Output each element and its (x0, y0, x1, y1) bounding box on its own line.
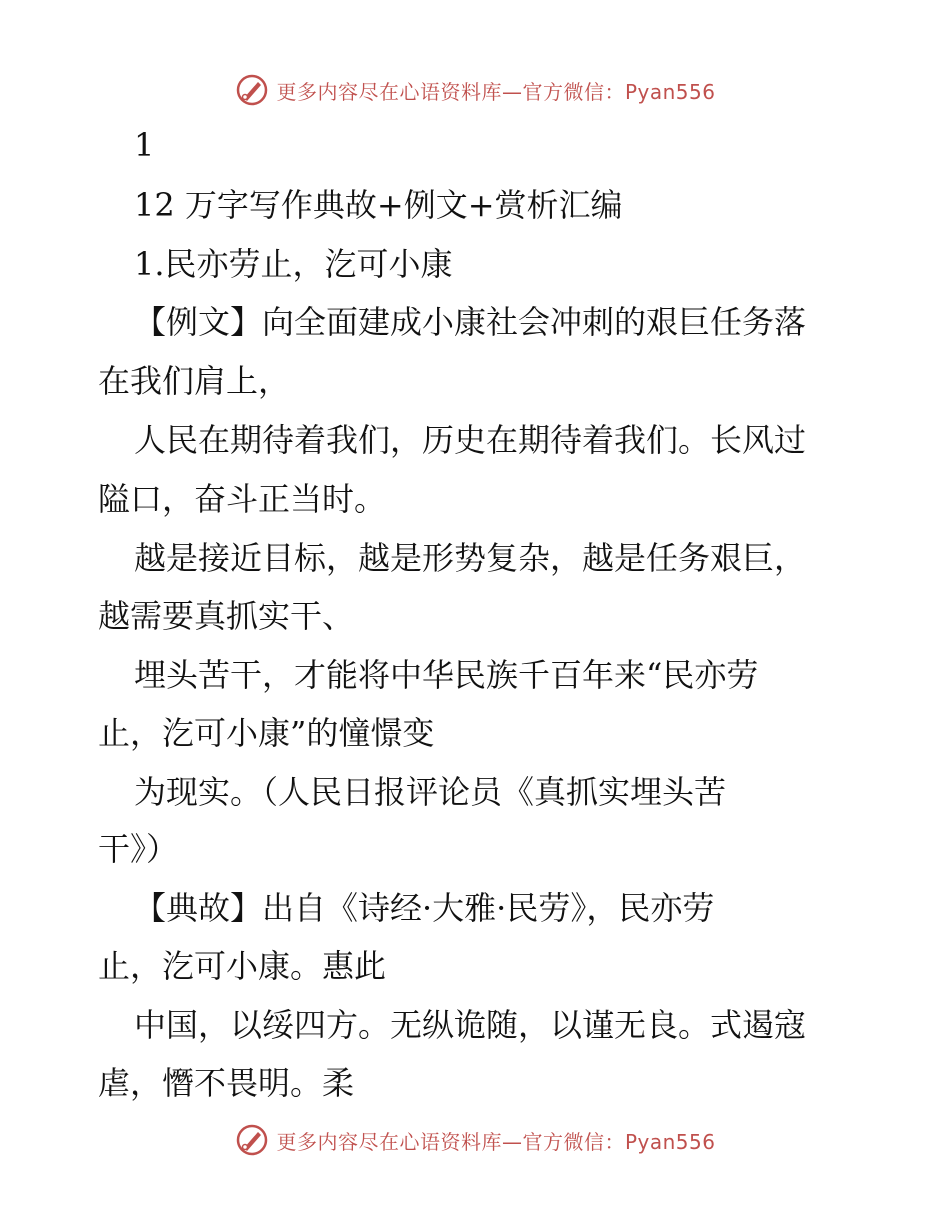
section-heading: 1.民亦劳止，汔可小康 (134, 245, 453, 283)
text-line: 【例文】向全面建成小康社会冲刺的艰巨任务落 (134, 303, 807, 341)
text-line: 中国，以绥四方。无纵诡随，以谨无良。式遏寇 (134, 1006, 807, 1044)
text-line: 干》） (98, 830, 179, 868)
pen-logo-icon (234, 72, 270, 108)
pen-logo-icon (234, 1122, 270, 1158)
watermark-text: 更多内容尽在心语资料库—官方微信：Pyan556 (276, 1129, 716, 1154)
text-line: 虐，憯不畏明。柔 (98, 1064, 355, 1102)
watermark-text: 更多内容尽在心语资料库—官方微信：Pyan556 (276, 79, 716, 104)
page-number-line: 1 (134, 126, 155, 164)
text-line: 止，汔可小康。惠此 (98, 947, 387, 985)
text-line: 为现实。（人民日报评论员《真抓实埋头苦 (134, 773, 727, 811)
text-line: 在我们肩上， (98, 362, 291, 400)
text-line: 越需要真抓实干、 (98, 597, 355, 635)
text-line: 越是接近目标，越是形势复杂，越是任务艰巨， (134, 539, 807, 577)
text-line: 埋头苦干，才能将中华民族千百年来“民亦劳 (134, 656, 759, 694)
text-line: 人民在期待着我们，历史在期待着我们。长风过 (134, 421, 807, 459)
text-line: 【典故】出自《诗经·大雅·民劳》，民亦劳 (134, 889, 715, 927)
text-line: 止，汔可小康”的憧憬变 (98, 714, 435, 752)
footer-watermark (0, 1120, 950, 1160)
header-watermark (0, 70, 950, 110)
text-line: 隘口，奋斗正当时。 (98, 480, 387, 518)
document-title: 12 万字写作典故+例文+赏析汇编 (134, 186, 623, 224)
